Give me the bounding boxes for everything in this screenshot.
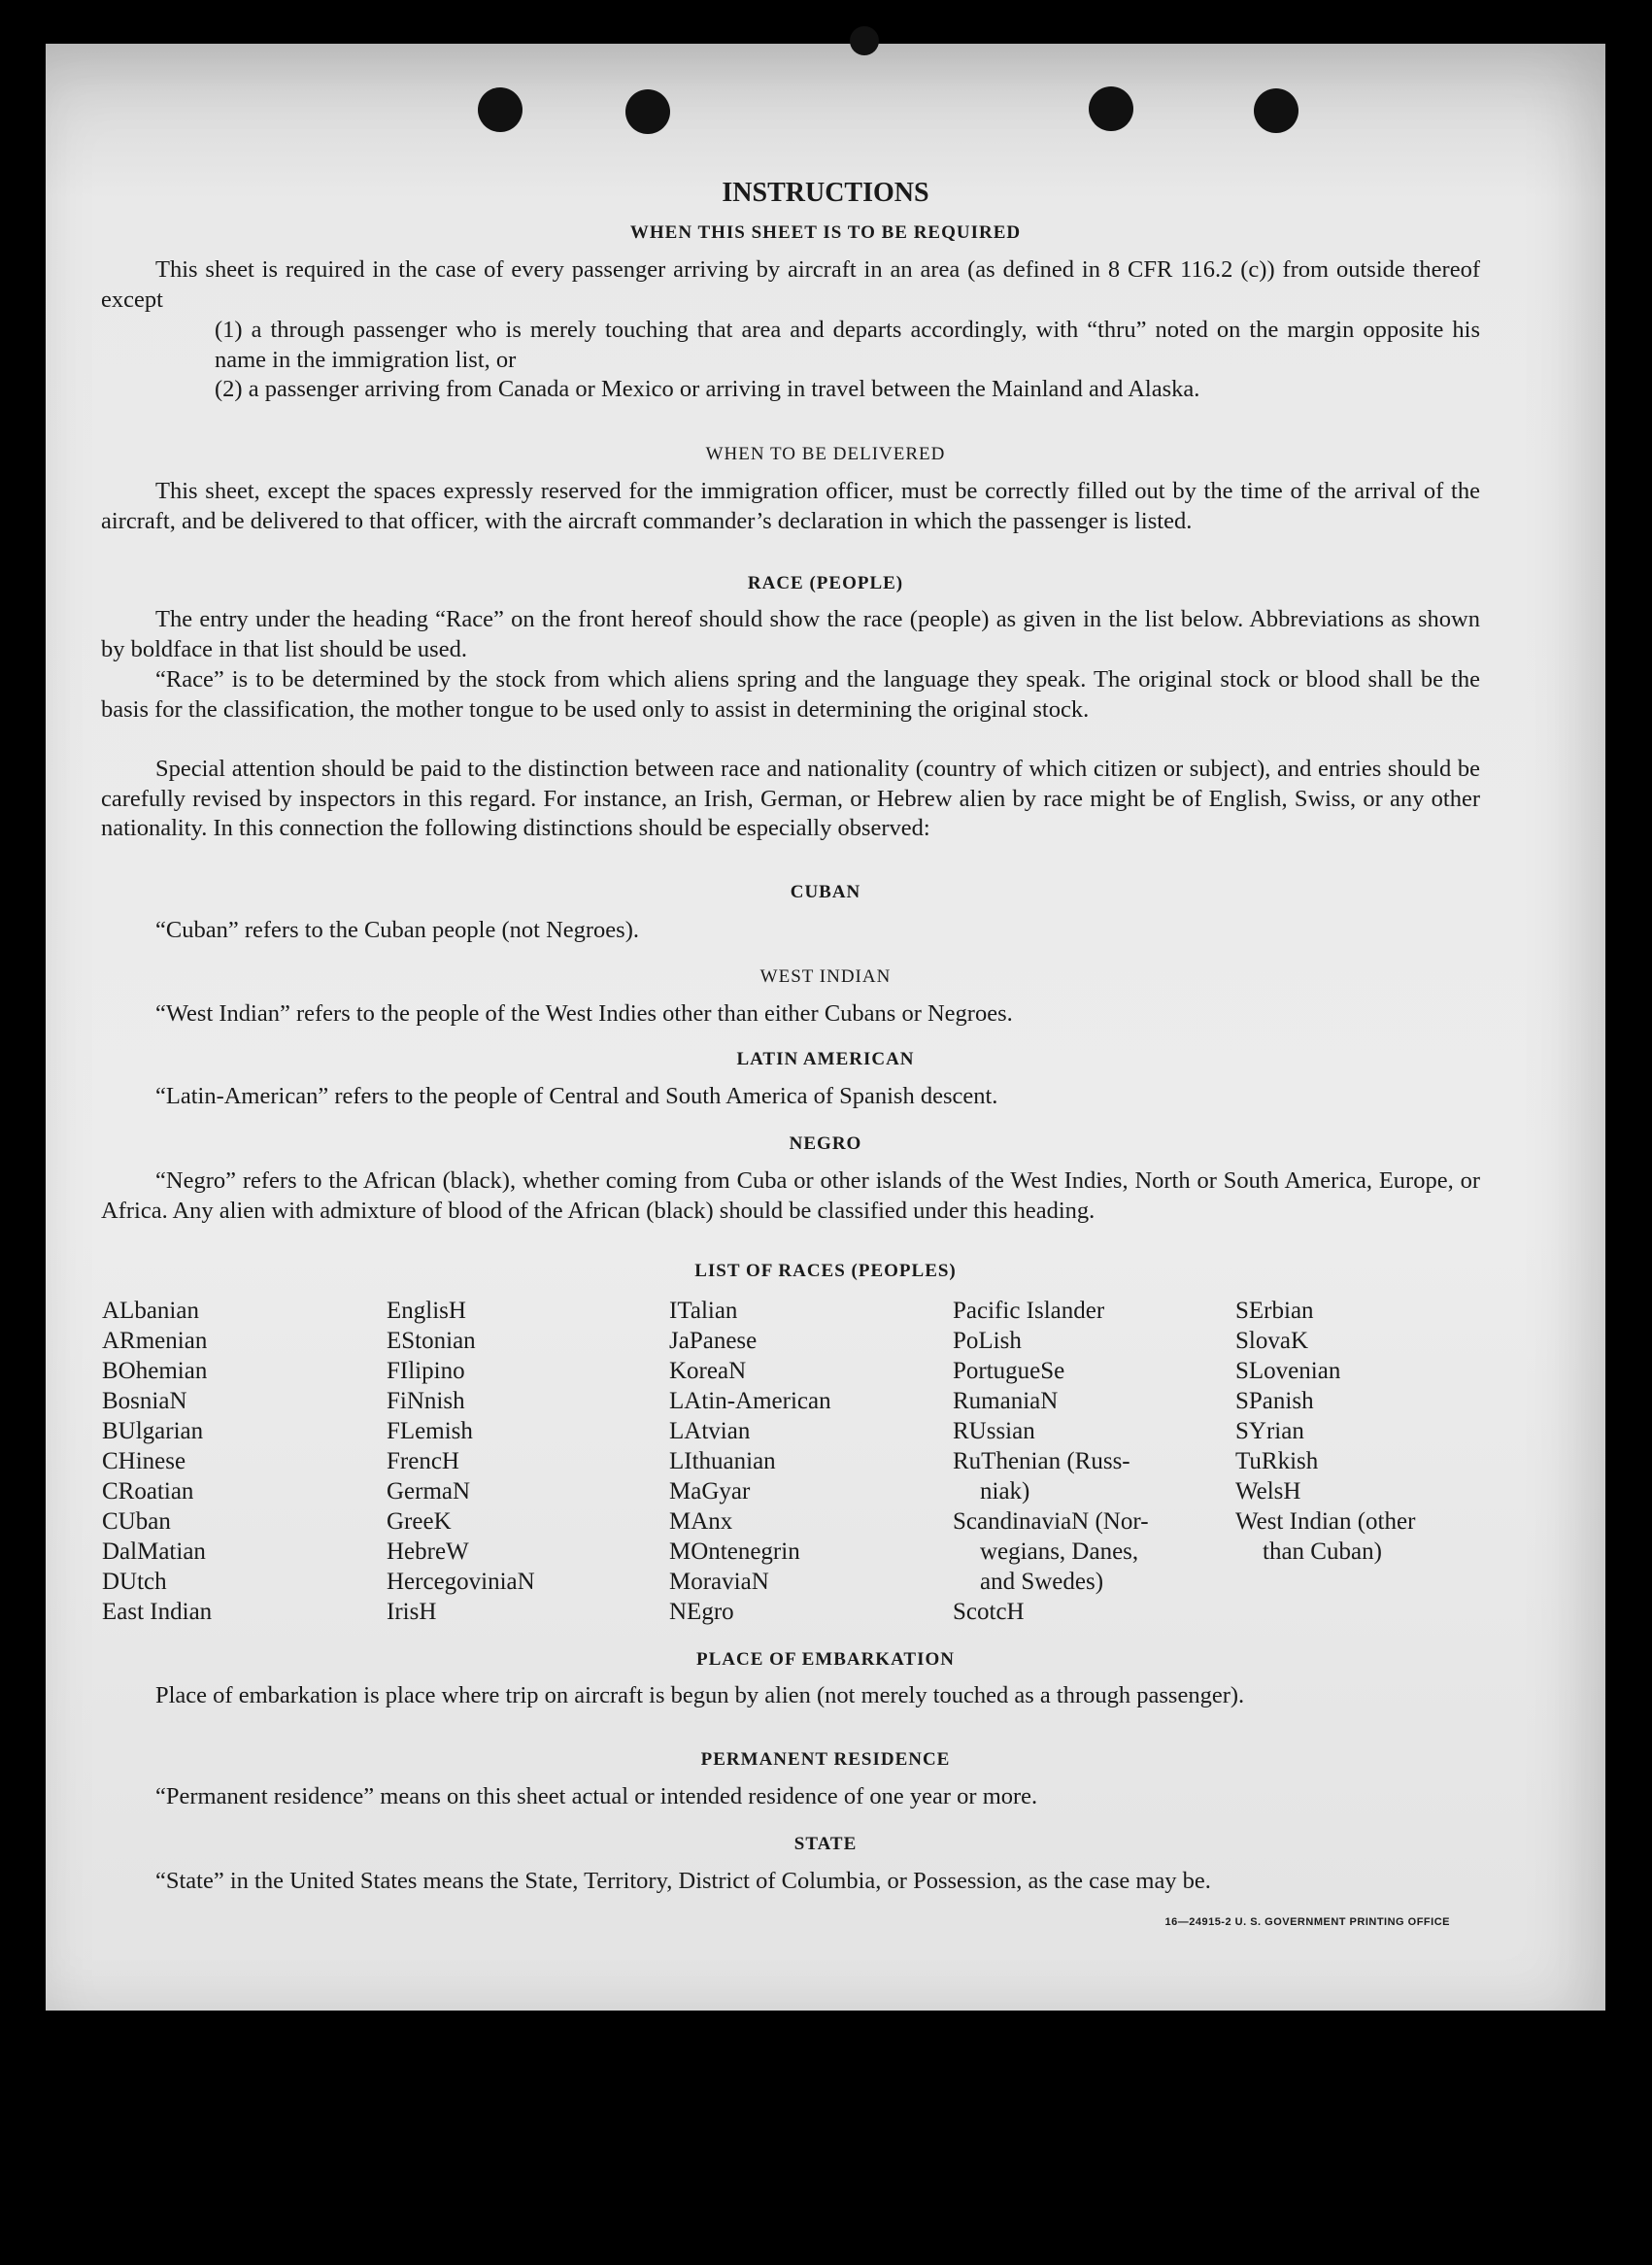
race-list-item: BosniaN — [102, 1388, 187, 1414]
race-column-3 — [669, 1296, 831, 1627]
race-list-item: BOhemian — [102, 1358, 208, 1384]
heading-delivered: WHEN TO BE DELIVERED — [705, 444, 946, 464]
race-list-item: LAtin-American — [669, 1388, 831, 1414]
punch-hole — [1089, 86, 1133, 131]
race-list-item: LAtvian — [669, 1418, 751, 1444]
required-item-2: (2) a passenger arriving from Canada or Mexico or arriving in travel between the Mainland and Alaska. — [215, 376, 1200, 402]
race-column-1 — [102, 1296, 212, 1627]
race-list-item: NEgro — [669, 1599, 734, 1625]
race-list-item: PoLish — [953, 1328, 1022, 1354]
race-list-item: RUssian — [953, 1418, 1035, 1444]
page-title: INSTRUCTIONS — [722, 178, 929, 208]
heading-latin-american: LATIN AMERICAN — [736, 1049, 915, 1069]
race-list-item: GermaN — [387, 1478, 471, 1504]
race-p3: Special attention should be paid to the distinction between race and nationality (country of which citizen or subject), and entries should be carefully revised by inspectors in this regard. For instance, an Irish, German, or Hebrew alien by race might be of English, Swiss, or any other nationality. In this connection the following distinctions should be especially observed: — [101, 756, 1480, 841]
race-list-item: LIthuanian — [669, 1448, 776, 1474]
race-list-item: DalMatian — [102, 1538, 206, 1565]
race-list-item: SErbian — [1235, 1298, 1314, 1324]
race-list-item: wegians, Danes, — [980, 1538, 1139, 1565]
race-list-item: niak) — [980, 1478, 1030, 1504]
race-list-item: GreeK — [387, 1508, 452, 1535]
race-list-item: East Indian — [102, 1599, 213, 1625]
race-list-item: SYrian — [1235, 1418, 1304, 1444]
race-list-item: ScotcH — [953, 1599, 1025, 1625]
race-list-item: MaGyar — [669, 1478, 751, 1504]
required-intro: This sheet is required in the case of every passenger arriving by aircraft in an area (as defined in 8 CFR 116.2 (c)) from outside thereof except — [101, 256, 1480, 313]
heading-negro: NEGRO — [789, 1133, 862, 1154]
race-p2: “Race” is to be determined by the stock from which aliens spring and the language they speak. The original stock or blood shall be the basis for the classification, the mother tongue to be used only to assist in determining the original stock. — [101, 666, 1480, 723]
race-list-item: FrencH — [387, 1448, 459, 1474]
heading-state: STATE — [793, 1834, 858, 1854]
race-list-item: SPanish — [1235, 1388, 1314, 1414]
punch-hole — [625, 89, 670, 134]
race-list-item: EnglisH — [387, 1298, 466, 1324]
race-list-item: IrisH — [387, 1599, 437, 1625]
race-list-item: ITalian — [669, 1298, 738, 1324]
race-list-item: FIlipino — [387, 1358, 465, 1384]
race-list-item: EStonian — [387, 1328, 476, 1354]
race-list-item: DUtch — [102, 1569, 167, 1595]
race-list-item: SLovenian — [1235, 1358, 1341, 1384]
punch-hole — [850, 26, 879, 55]
negro-text: “Negro” refers to the African (black), whether coming from Cuba or other islands of the West Indies, North or South America, Europe, or Africa. Any alien with admixture of blood of the African (black) should be classified under this heading. — [101, 1167, 1480, 1224]
heading-cuban: CUBAN — [790, 882, 861, 902]
race-list-item: ARmenian — [102, 1328, 208, 1354]
heading-embarkation: PLACE OF EMBARKATION — [696, 1649, 955, 1670]
race-list-item: MAnx — [669, 1508, 733, 1535]
residence-text: “Permanent residence” means on this sheet actual or intended residence of one year or more. — [155, 1783, 1038, 1809]
punch-hole — [1254, 88, 1298, 133]
race-list-item: CUban — [102, 1508, 171, 1535]
race-list-item: Pacific Islander — [953, 1298, 1105, 1324]
state-text: “State” in the United States means the State, Territory, District of Columbia, or Possession, as the case may be. — [155, 1868, 1211, 1894]
document-page — [46, 44, 1605, 2011]
heading-list-of-races: LIST OF RACES (PEOPLES) — [694, 1261, 957, 1281]
race-list-item: RuThenian (Russ- — [953, 1448, 1130, 1474]
required-item-1: (1) a through passenger who is merely touching that area and departs accordingly, with “thru” noted on the margin opposite his name in the immigration list, or — [215, 317, 1480, 373]
embarkation-text: Place of embarkation is place where trip on aircraft is begun by alien (not merely touched as a through passenger). — [155, 1682, 1245, 1708]
west-indian-text: “West Indian” refers to the people of the West Indies other than either Cubans or Negroes. — [155, 1000, 1013, 1027]
printer-imprint: 16—24915-2 U. S. GOVERNMENT PRINTING OFFICE — [1164, 1916, 1450, 1928]
heading-required: WHEN THIS SHEET IS TO BE REQUIRED — [629, 222, 1022, 243]
race-list-item: HebreW — [387, 1538, 469, 1565]
delivered-text: This sheet, except the spaces expressly reserved for the immigration officer, must be correctly filled out by the time of the arrival of the aircraft, and be delivered to that officer, with the aircraft commander’s declaration in which the passenger is listed. — [101, 478, 1480, 534]
race-column-2 — [387, 1296, 535, 1627]
race-list-item: CHinese — [102, 1448, 186, 1474]
punch-hole — [478, 87, 523, 132]
race-list-item: ScandinaviaN (Nor- — [953, 1508, 1149, 1535]
race-list-item: HercegoviniaN — [387, 1569, 535, 1595]
race-list-item: CRoatian — [102, 1478, 194, 1504]
race-list-item: ALbanian — [102, 1298, 199, 1324]
race-list-item: WelsH — [1235, 1478, 1301, 1504]
heading-race: RACE (PEOPLE) — [747, 573, 904, 593]
latin-american-text: “Latin-American” refers to the people of Central and South America of Spanish descent. — [155, 1083, 998, 1109]
heading-residence: PERMANENT RESIDENCE — [700, 1749, 951, 1770]
race-list-item: KoreaN — [669, 1358, 747, 1384]
race-list-item: than Cuban) — [1263, 1538, 1382, 1565]
race-list-item: MOntenegrin — [669, 1538, 800, 1565]
cuban-text: “Cuban” refers to the Cuban people (not Negroes). — [155, 917, 639, 943]
race-list-item: SlovaK — [1235, 1328, 1308, 1354]
race-list-item: West Indian (other — [1235, 1508, 1416, 1535]
race-list-item: TuRkish — [1235, 1448, 1319, 1474]
race-list-item: BUlgarian — [102, 1418, 204, 1444]
race-list-item: MoraviaN — [669, 1569, 769, 1595]
race-list-item: and Swedes) — [980, 1569, 1104, 1595]
race-list-item: FiNnish — [387, 1388, 465, 1414]
race-column-5 — [1235, 1296, 1415, 1567]
race-list-item: JaPanese — [669, 1328, 758, 1354]
race-p1: The entry under the heading “Race” on the front hereof should show the race (people) as given in the list below. Abbreviations as shown by boldface in that list should be used. — [101, 606, 1480, 662]
race-column-4 — [953, 1296, 1149, 1627]
race-list-item: FLemish — [387, 1418, 473, 1444]
race-list-item: RumaniaN — [953, 1388, 1059, 1414]
race-list-item: PortugueSe — [953, 1358, 1065, 1384]
heading-west-indian: WEST INDIAN — [759, 966, 892, 987]
